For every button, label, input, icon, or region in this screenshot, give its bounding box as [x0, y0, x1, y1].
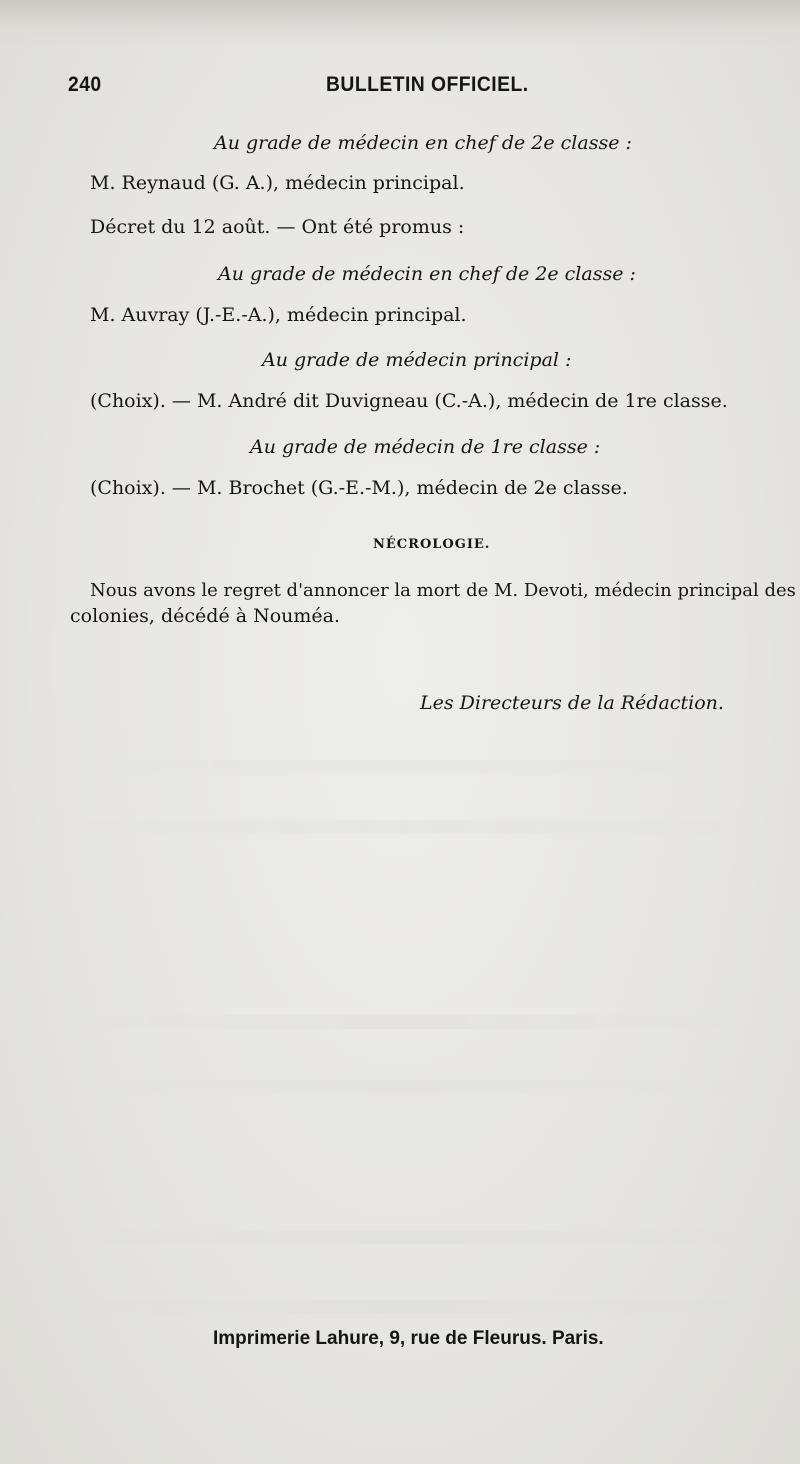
- bleed-through-band: [50, 820, 760, 834]
- grade-heading: Au grade de médecin principal :: [262, 349, 572, 371]
- section-heading: NÉCROLOGIE.: [373, 537, 491, 552]
- page-top-shadow: [0, 0, 800, 48]
- grade-heading: Au grade de médecin de 1re classe :: [250, 436, 601, 458]
- necrology-text: colonies, décédé à Nouméa.: [70, 605, 341, 627]
- grade-heading: Au grade de médecin en chef de 2e classe :: [218, 263, 636, 285]
- running-title: BULLETIN OFFICIEL.: [326, 73, 529, 96]
- bleed-through-band: [50, 1230, 760, 1244]
- decree-line: Décret du 12 août. — Ont été promus :: [90, 216, 465, 238]
- promotion-entry: M. Auvray (J.-E.-A.), médecin principal.: [90, 304, 467, 326]
- promotion-entry: M. Reynaud (G. A.), médecin principal.: [90, 172, 465, 194]
- page-number: 240: [68, 73, 102, 96]
- bleed-through-band: [50, 1015, 760, 1029]
- promotion-entry: (Choix). — M. Brochet (G.-E.-M.), médecin de 2e classe.: [90, 477, 628, 499]
- bleed-through-band: [50, 760, 760, 774]
- bleed-through-band: [50, 1080, 760, 1094]
- promotion-entry: (Choix). — M. André dit Duvigneau (C.-A.), médecin de 1re classe.: [90, 390, 728, 412]
- grade-heading: Au grade de médecin en chef de 2e classe :: [214, 132, 632, 154]
- bleed-through-band: [50, 1300, 760, 1314]
- necrology-text: Nous avons le regret d'annoncer la mort de M. Devoti, médecin principal des: [90, 580, 796, 601]
- signature: Les Directeurs de la Rédaction.: [420, 692, 724, 714]
- imprint: Imprimerie Lahure, 9, rue de Fleurus. Paris.: [213, 1328, 604, 1349]
